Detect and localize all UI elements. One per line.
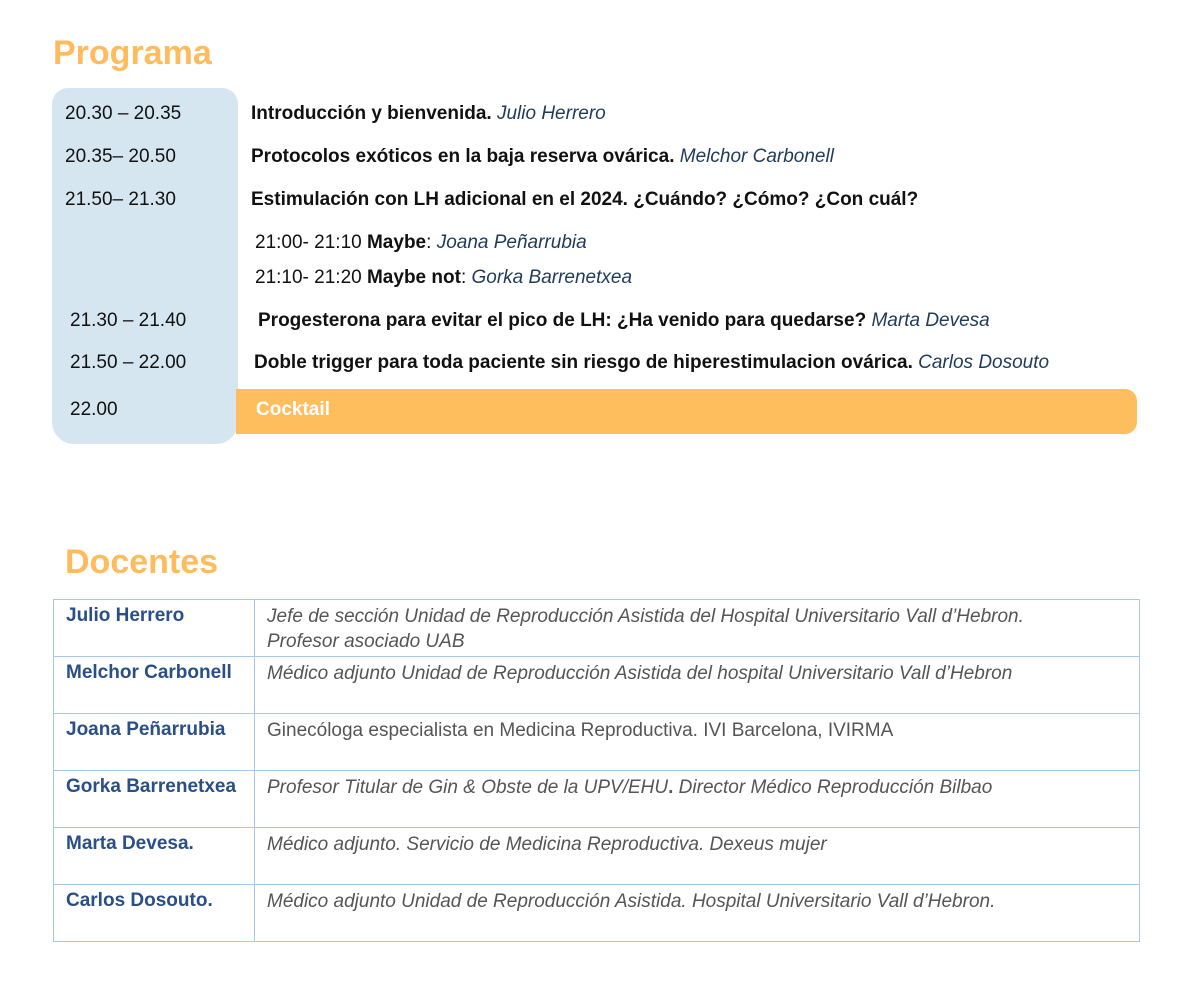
docente-description xyxy=(255,771,1140,828)
docente-name: Carlos Dosouto. xyxy=(54,885,255,942)
docente-name: Joana Peñarrubia xyxy=(54,714,255,771)
docente-name: Melchor Carbonell xyxy=(54,657,255,714)
docente-name: Julio Herrero xyxy=(54,600,255,657)
program-item-speaker: Julio Herrero xyxy=(496,103,606,124)
description-dot: . xyxy=(668,777,674,798)
table-row xyxy=(54,714,1140,771)
table-row xyxy=(54,771,1140,828)
program-item-title: Estimulación con LH adicional en el 2024. ¿Cuándo? ¿Cómo? ¿Con cuál? xyxy=(251,189,919,210)
program-item xyxy=(251,146,834,168)
subitem-speaker: Gorka Barrenetxea xyxy=(471,267,633,288)
program-item xyxy=(254,352,1049,374)
time-slot: 21.30 – 21.40 xyxy=(70,310,187,331)
program-item-speaker: Carlos Dosouto xyxy=(918,352,1050,373)
program-item xyxy=(251,189,918,211)
docentes-title: Docentes xyxy=(65,543,219,581)
docente-description xyxy=(255,600,1140,657)
program-item-title: Protocolos exóticos en la baja reserva ovárica. xyxy=(251,146,675,167)
table-row xyxy=(54,885,1140,942)
description-line: Jefe de sección Unidad de Reproducción Asistida del Hospital Universitario Vall d’Hebron. xyxy=(267,606,1024,627)
program-subitem xyxy=(255,232,587,254)
program-item xyxy=(251,103,606,125)
docente-name: Marta Devesa. xyxy=(54,828,255,885)
time-slot: 20.30 – 20.35 xyxy=(65,103,182,124)
docente-description: Médico adjunto Unidad de Reproducción Asistida del hospital Universitario Vall d’Hebron xyxy=(255,657,1140,714)
programa-title: Programa xyxy=(53,34,212,72)
time-slot: 20.35– 20.50 xyxy=(65,146,176,167)
cocktail-bar xyxy=(236,389,1137,434)
time-column-background xyxy=(52,88,238,444)
docente-description: Médico adjunto. Servicio de Medicina Reproductiva. Dexeus mujer xyxy=(255,828,1140,885)
program-item-speaker: Melchor Carbonell xyxy=(679,146,834,167)
subitem-colon: : xyxy=(426,232,432,253)
program-item-speaker: Marta Devesa xyxy=(871,310,990,331)
table-row xyxy=(54,828,1140,885)
table-row xyxy=(54,600,1140,657)
program-item xyxy=(258,310,990,332)
subitem-time: 21:10- 21:20 xyxy=(255,267,362,288)
time-slot: 22.00 xyxy=(70,399,118,420)
cocktail-label: Cocktail xyxy=(256,399,330,420)
subitem-time: 21:00- 21:10 xyxy=(255,232,362,253)
docente-description: Médico adjunto Unidad de Reproducción Asistida. Hospital Universitario Vall d’Hebron. xyxy=(255,885,1140,942)
subitem-colon: : xyxy=(460,267,467,288)
subitem-label: Maybe not xyxy=(366,267,461,288)
time-slot: 21.50– 21.30 xyxy=(65,189,176,210)
description-line: Profesor asociado UAB xyxy=(267,631,465,652)
program-item-title: Progesterona para evitar el pico de LH: ¿Ha venido para quedarse? xyxy=(258,310,867,331)
subitem-label: Maybe xyxy=(366,232,427,253)
program-item-title: Introducción y bienvenida. xyxy=(251,103,492,124)
program-subitem xyxy=(255,267,632,289)
time-slot: 21.50 – 22.00 xyxy=(70,352,187,373)
table-row xyxy=(54,657,1140,714)
description-part: Director Médico Reproducción Bilbao xyxy=(673,777,993,798)
subitem-speaker: Joana Peñarrubia xyxy=(436,232,587,253)
program-item-title: Doble trigger para toda paciente sin riesgo de hiperestimulacion ovárica. xyxy=(254,352,913,373)
docente-description: Ginecóloga especialista en Medicina Reproductiva. IVI Barcelona, IVIRMA xyxy=(255,714,1140,771)
docentes-table xyxy=(53,599,1140,942)
docente-name: Gorka Barrenetxea xyxy=(54,771,255,828)
description-part: Profesor Titular de Gin & Obste de la UPV/EHU xyxy=(267,777,669,798)
